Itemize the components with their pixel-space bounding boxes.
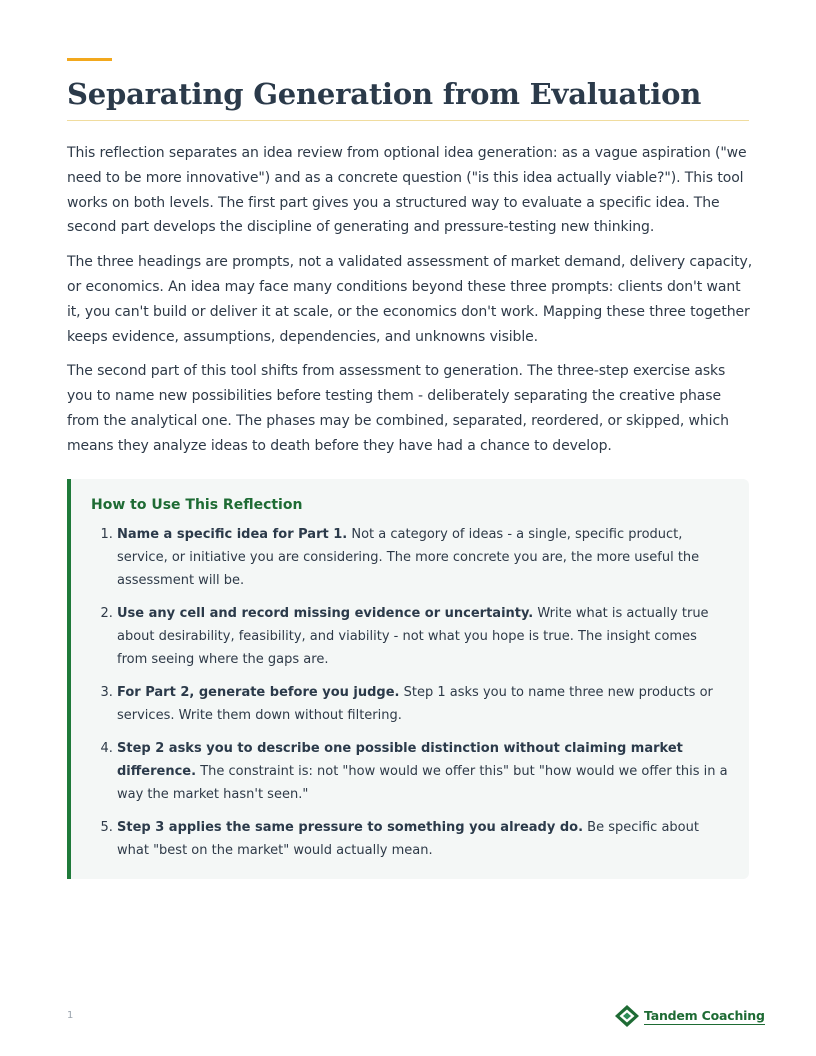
list-item	[117, 816, 731, 862]
tandem-diamond-logo-icon	[614, 1004, 640, 1028]
steps-list	[113, 523, 731, 872]
step-lead: Step 3 applies the same pressure to something you already do.	[117, 820, 584, 835]
intro-paragraph: This reflection separates an idea review from optional idea generation: as a vague aspiration ("we need to be more innovative") and as a concrete question ("is this idea actually viable?"). This tool works on both levels. The first part gives you a structured way to evaluate a specific idea. The second part develops the discipline of generating and pressure-testing new thinking.	[67, 145, 747, 236]
step-text: Not a category of ideas - a single, specific product, service, or initiative you are considering. The more concrete you are, the more useful the assessment will be.	[117, 527, 700, 588]
list-item	[117, 681, 731, 727]
brand-logo	[614, 1004, 765, 1028]
list-item	[117, 602, 731, 671]
step-lead: Name a specific idea for Part 1.	[117, 527, 348, 542]
step-lead: Use any cell and record missing evidence or uncertainty.	[117, 606, 534, 621]
step-text: Write what is actually true about desirability, feasibility, and viability - not what you hope is true. The insight comes from seeing where the gaps are.	[117, 606, 709, 667]
how-to-use-panel	[67, 479, 749, 879]
step-lead: For Part 2, generate before you judge.	[117, 685, 400, 700]
list-item	[117, 523, 731, 592]
page-title: Separating Generation from Evaluation	[67, 77, 702, 111]
list-item	[117, 737, 731, 806]
step-lead: Step 2 asks you to describe one possible distinction without claiming market difference.	[117, 741, 683, 779]
title-accent-bar	[67, 58, 112, 61]
step-text: Be specific about what "best on the market" would actually mean.	[117, 820, 699, 858]
brand-name: Tandem Coaching	[644, 1007, 765, 1023]
step-text: The constraint is: not "how would we offer this" but "how would we offer this in a way the market hasn't seen."	[117, 764, 728, 802]
intro-paragraph: The second part of this tool shifts from assessment to generation. The three-step exercise asks you to name new possibilities before testing them - deliberately separating the creative phase from the analytical one. The phases may be combined, separated, reordered, or skipped, which means they analyze ideas to death before they have had a chance to develop.	[67, 363, 729, 454]
intro-paragraph: The three headings are prompts, not a validated assessment of market demand, delivery capacity, or economics. An idea may face many conditions beyond these three prompts: clients don't want it, you can't build or deliver it at scale, or the economics don't work. Mapping these three together keeps evidence, assumptions, dependencies, and unknowns visible.	[67, 254, 753, 345]
intro-section	[67, 141, 753, 469]
step-text: Step 1 asks you to name three new products or services. Write them down without filtering.	[117, 685, 713, 723]
panel-heading: How to Use This Reflection	[91, 497, 303, 513]
title-divider	[67, 120, 749, 121]
page-number: 1	[67, 1010, 74, 1021]
